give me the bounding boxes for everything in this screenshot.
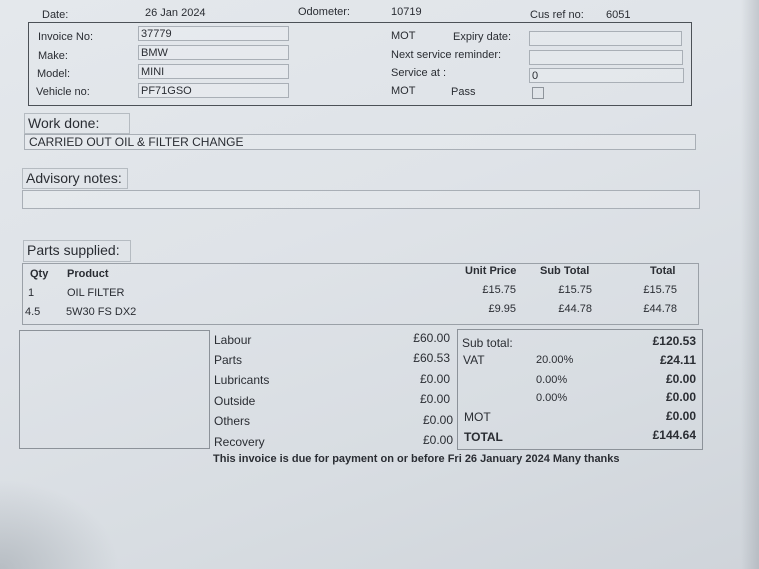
col-total: Total — [650, 265, 676, 277]
col-sub-total: Sub Total — [540, 265, 590, 277]
odometer-value: 10719 — [391, 6, 422, 18]
recovery-label: Recovery — [214, 435, 265, 449]
model-label: Model: — [37, 68, 71, 80]
next-service-label: Next service reminder: — [391, 49, 502, 61]
paper-shadow — [0, 479, 120, 569]
col-unit-price: Unit Price — [465, 265, 517, 277]
advisory-notes-field — [22, 190, 700, 209]
pass-label: Pass — [451, 86, 476, 98]
expiry-label: Expiry date: — [453, 31, 512, 43]
date-label: Date: — [42, 9, 69, 21]
work-done-label: Work done: — [24, 113, 130, 134]
notes-box — [19, 330, 210, 449]
cus-ref-value: 6051 — [606, 9, 631, 21]
total-label: TOTAL — [464, 430, 503, 444]
value-2: £0.00 — [665, 372, 696, 386]
recovery-value: £0.00 — [422, 433, 453, 447]
vat-value: £24.11 — [659, 353, 696, 367]
col-product: Product — [67, 268, 109, 280]
mot-total-label: MOT — [464, 410, 491, 424]
vat-rate: 20.00% — [536, 354, 574, 366]
invoice-field: 37779 — [138, 26, 289, 41]
value-3: £0.00 — [665, 390, 696, 404]
parts-value: £60.53 — [413, 351, 450, 365]
payment-note: This invoice is due for payment on or before Fri 26 January 2024 Many thanks — [213, 453, 620, 465]
lubricants-value: £0.00 — [419, 372, 450, 386]
table-row-2-sub-total: £44.78 — [558, 303, 592, 315]
table-row-1-product: OIL FILTER — [67, 287, 125, 299]
vehicle-no-field: PF71GSO — [138, 83, 289, 98]
rate-3: 0.00% — [536, 392, 568, 404]
table-row-1-total: £15.75 — [643, 284, 677, 296]
vat-label: VAT — [463, 353, 485, 367]
lubricants-label: Lubricants — [214, 373, 270, 387]
model-field: MINI — [138, 64, 289, 79]
table-row-2-qty: 4.5 — [25, 306, 41, 318]
others-value: £0.00 — [422, 413, 453, 427]
mot-label: MOT — [391, 30, 416, 42]
invoice-label: Invoice No: — [38, 31, 94, 43]
col-qty: Qty — [30, 268, 49, 280]
mot-pass-label: MOT — [391, 85, 416, 97]
total-value: £144.64 — [652, 428, 696, 442]
outside-value: £0.00 — [419, 392, 450, 406]
expiry-field — [529, 31, 682, 46]
vehicle-no-label: Vehicle no: — [36, 86, 90, 98]
sub-total-value: £120.53 — [652, 334, 696, 348]
labour-value: £60.00 — [413, 331, 450, 345]
advisory-notes-label: Advisory notes: — [22, 168, 128, 189]
parts-label: Parts — [214, 353, 243, 367]
next-service-field — [529, 50, 683, 65]
labour-label: Labour — [214, 333, 252, 347]
outside-label: Outside — [214, 394, 256, 408]
odometer-label: Odometer: — [298, 6, 350, 18]
table-row-1-qty: 1 — [28, 287, 35, 299]
parts-supplied-label: Parts supplied: — [23, 240, 131, 262]
rate-2: 0.00% — [536, 374, 568, 386]
table-row-1-sub-total: £15.75 — [558, 284, 592, 296]
mot-total-value: £0.00 — [665, 409, 696, 423]
table-row-2-unit-price: £9.95 — [488, 303, 516, 315]
table-row-2-product: 5W30 FS DX2 — [66, 306, 137, 318]
paper-edge-shade — [741, 0, 759, 569]
make-label: Make: — [38, 50, 68, 62]
service-at-field: 0 — [529, 68, 684, 83]
cus-ref-label: Cus ref no: — [530, 9, 584, 21]
sub-total-label: Sub total: — [462, 336, 513, 350]
work-done-field: CARRIED OUT OIL & FILTER CHANGE — [24, 134, 696, 150]
service-at-label: Service at : — [391, 67, 447, 79]
others-label: Others — [214, 414, 251, 428]
table-row-1-unit-price: £15.75 — [482, 284, 516, 296]
pass-checkbox — [532, 87, 544, 99]
make-field: BMW — [138, 45, 289, 60]
date-value: 26 Jan 2024 — [145, 7, 206, 19]
table-row-2-total: £44.78 — [643, 303, 677, 315]
